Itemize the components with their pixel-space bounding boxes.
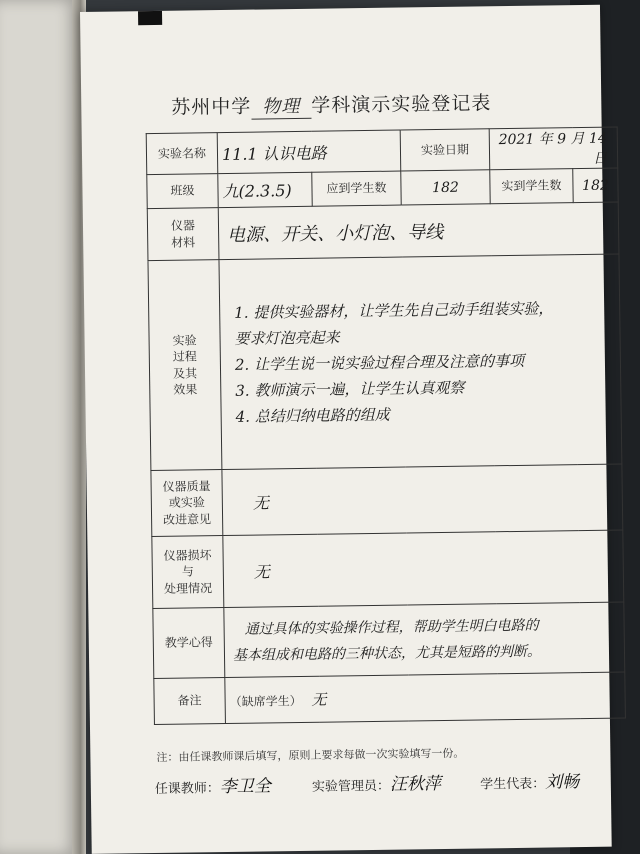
experiment-table <box>146 127 626 726</box>
left-page <box>0 0 78 854</box>
label-quality: 仪器质量 或实验 改进意见 <box>151 470 223 537</box>
value-class: 九(2.3.5) <box>222 181 292 202</box>
label-remarks: 备注 <box>154 678 226 725</box>
corner-mark <box>138 11 162 25</box>
process-line: 3. 教师演示一遍，让学生认真观察 <box>235 378 465 400</box>
value-expected-students: 182 <box>431 179 459 196</box>
process-line: 1. 提供实验器材，让学生先自己动手组装实验， <box>234 298 554 322</box>
value-date: 2021 年 9 月 14 日 <box>498 130 608 167</box>
student-label: 学生代表： <box>480 776 546 793</box>
label-expected-students: 应到学生数 <box>312 171 401 206</box>
value-quality: 无 <box>252 493 270 513</box>
manager-label: 实验管理员： <box>311 778 391 795</box>
label-process: 实验 过程 及其 效果 <box>148 260 222 471</box>
value-actual-students: 182 <box>581 177 609 194</box>
title-prefix: 苏州中学 <box>171 95 252 119</box>
form-title <box>171 88 491 120</box>
title-suffix: 学科演示实验登记表 <box>311 92 492 117</box>
value-absent-students: 无 <box>311 690 327 709</box>
value-materials: 电源、开关、小灯泡、导线 <box>226 221 444 246</box>
process-line: 4. 总结归纳电路的组成 <box>235 405 390 426</box>
footnote: 注：由任课教师课后填写，原则上要求每做一次实验填写一份。 <box>156 746 465 765</box>
value-damage: 无 <box>253 562 270 582</box>
teacher-label: 任课教师： <box>154 781 220 798</box>
value-experiment-name: 11.1 认识电路 <box>221 143 327 164</box>
teaching-line: 通过具体的实验操作过程，帮助学生明白电路的 <box>244 617 539 638</box>
process-line: 要求灯泡亮起来 <box>234 327 340 348</box>
label-damage: 仪器损坏 与 处理情况 <box>152 536 224 609</box>
label-absent-students: （缺席学生） <box>229 693 302 709</box>
label-class: 班级 <box>147 174 218 209</box>
manager-signature: 汪秋萍 <box>389 774 442 795</box>
student-signature: 刘畅 <box>544 772 580 793</box>
label-experiment-date: 实验日期 <box>400 129 490 171</box>
subject-field: 物理 <box>251 92 311 120</box>
teaching-line: 基本组成和电路的三种状态，尤其是短路的判断。 <box>232 643 542 664</box>
label-experiment-name: 实验名称 <box>146 133 218 175</box>
label-actual-students: 实到学生数 <box>490 169 573 204</box>
teacher-signature: 李卫全 <box>219 776 271 798</box>
signature-row <box>155 766 635 798</box>
process-line: 2. 让学生说一说实验过程合理及注意的事项 <box>234 351 525 374</box>
label-materials: 仪器 材料 <box>147 208 219 261</box>
label-teaching: 教学心得 <box>153 608 225 679</box>
record-sheet <box>80 5 612 854</box>
